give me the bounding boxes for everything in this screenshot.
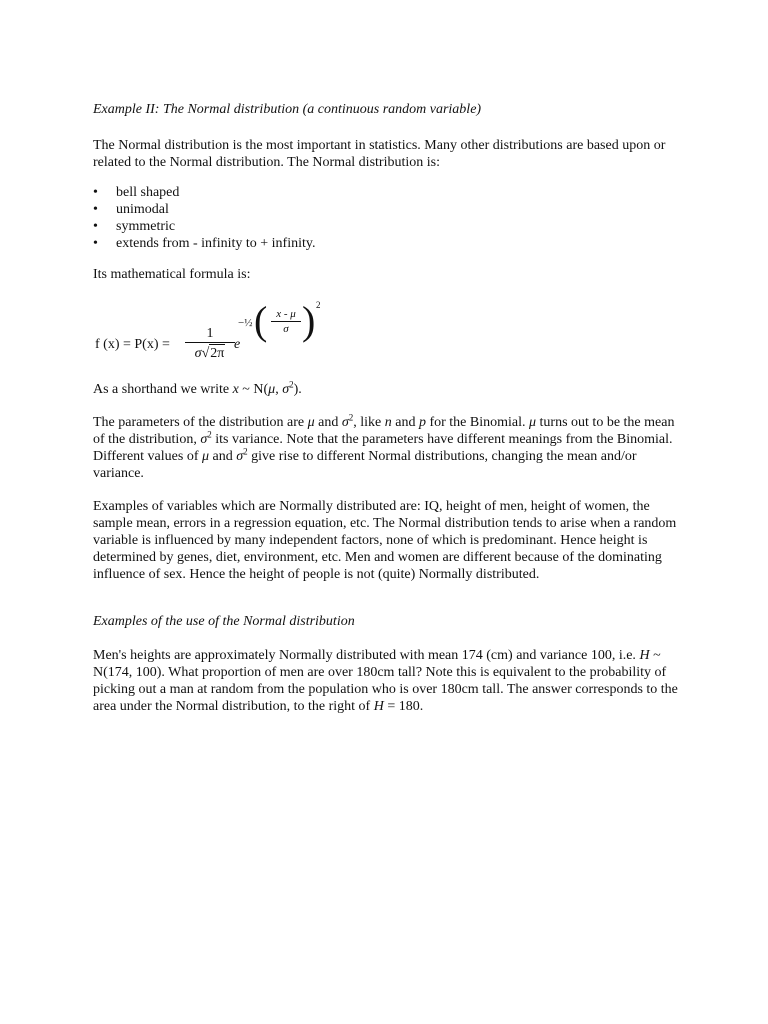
list-item: • symmetric [93,219,176,234]
heights-paragraph: Men's heights are approximately Normally distributed with mean 174 (cm) and variance 100, i.e. H ~ N(174, 100). What proportion of men are over 180cm tall? Note this is equivalent to the probability of picking out a man at random from the population who is over 180cm tall. The answer corresponds to the area under the Normal distribution, to the right of H = 180. [93,648,678,714]
bullet-icon: • [93,185,98,200]
bullet-icon: • [93,236,98,251]
normal-pdf-formula: f (x) = P(x) = 1 σ√2π e −½ ( x - μ σ ) 2 [95,298,321,361]
list-item: • extends from - infinity to + infinity. [93,236,316,251]
properties-list [93,184,315,252]
formula-e: e [234,337,241,352]
subheading: Examples of the use of the Normal distribution [93,614,355,629]
examples-paragraph: Examples of variables which are Normally distributed are: IQ, height of men, height of women, the sample mean, errors in a regression equation, etc. The Normal distribution tends to arise when a random variable is influenced by many independent factors, none of which is predominant. Hence height is determined by genes, diet, environment, etc. Men and women are different because of the dominating influence of sex. Hence the height of people is not (quite) Normally distributed. [93,499,677,582]
list-item: • unimodal [93,202,169,217]
example-heading: Example II: The Normal distribution (a continuous random variable) [93,102,482,117]
parameters-paragraph: The parameters of the distribution are μ and $\sigma^2$, like n and p for the Binomial. μ turns out to be the mean of the distribution, $\sigma^2$ its variance. Note that the parameters have different meanings from the Binomial. Different values of μ and $\sigma^2$ give rise to different Normal distributions, changing the mean and/or variance. [93,412,675,481]
list-item: • bell shaped [93,185,180,200]
formula-intro: Its mathematical formula is: [93,267,251,282]
formula-fraction: 1 σ√2π [185,325,235,362]
bullet-icon: • [93,202,98,217]
bullet-icon: • [93,219,98,234]
intro-paragraph: The Normal distribution is the most important in statistics. Many other distributions are based upon or related to the Normal distribution. The Normal distribution is: [93,138,666,170]
shorthand-line: As a shorthand we write x ~ N(μ, $\sigma^2$). [93,379,302,397]
formula-lhs: f (x) = P(x) = [95,337,170,352]
